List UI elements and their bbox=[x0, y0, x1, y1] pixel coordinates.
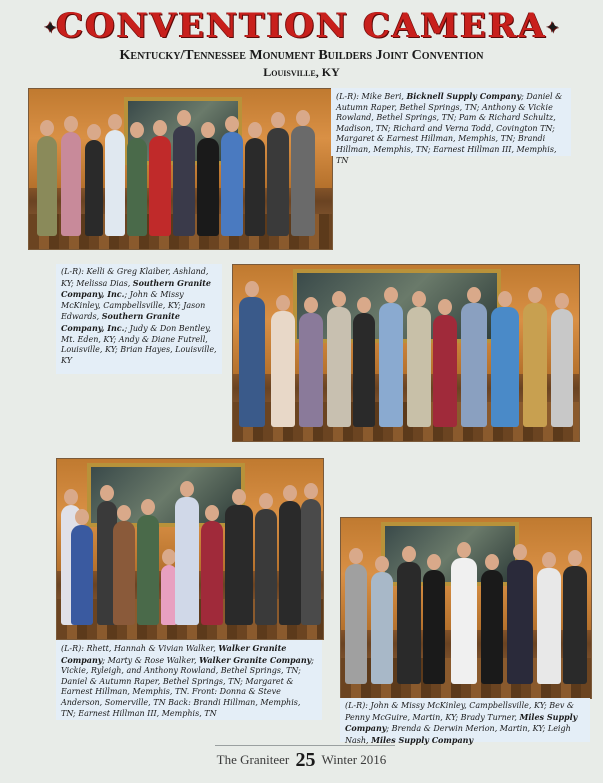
caption-segment: ; Daniel & Autumn Raper, Bethel Springs, TN; Anthony & Vickie Rowland, Bethel Springs, TN; Pam & Richard Schultz, Madison, TN; Richard and Verna Todd, Covington TN; Margaret & Earnest Hillman, Memphis, TN; Brandi Hillman, Memphis, TN; Earnest Hillman III, Memphis, TN bbox=[336, 92, 563, 165]
caption-segment: (L-R): John & Missy McKinley, Campbellsville, KY; Bev & Penny McGuire, Martin, KY; Brady Turner, bbox=[345, 701, 575, 722]
photo-2 bbox=[232, 264, 580, 442]
location: Louisville, KY bbox=[263, 65, 340, 79]
caption-2-text bbox=[61, 267, 217, 365]
caption-3 bbox=[56, 640, 322, 720]
caption-segment: (L-R): Kelli & Greg Klaiber, Ashland, KY; Melissa Dias, bbox=[61, 267, 209, 288]
publication-name: The Graniteer bbox=[216, 752, 290, 767]
photo-4 bbox=[340, 517, 592, 699]
page-number: 25 bbox=[295, 749, 316, 771]
issue-date: Winter 2016 bbox=[321, 752, 387, 767]
company-name: Miles Supply Company bbox=[345, 711, 578, 734]
company-name: Miles Supply Company bbox=[371, 734, 474, 745]
caption-segment: (L-R): Rhett, Hannah & Vivian Walker, bbox=[61, 644, 219, 653]
page-title bbox=[0, 6, 603, 46]
company-name: Southern Granite Company, Inc. bbox=[61, 277, 212, 300]
caption-segment: ; Marty & Rose Walker, bbox=[102, 655, 200, 665]
subtitle: Kentucky/Tennessee Monument Builders Joint Convention bbox=[119, 48, 484, 63]
title-text: CONVENTION CAMERA bbox=[56, 6, 547, 46]
caption-4-text bbox=[345, 701, 577, 745]
company-name: Walker Granite Company bbox=[61, 643, 287, 665]
caption-4 bbox=[340, 698, 590, 745]
footer-divider bbox=[215, 745, 395, 746]
photo-1 bbox=[28, 88, 333, 250]
caption-segment: ; Brenda & Derwin Merion, Martin, KY; Leigh Nash, bbox=[345, 724, 571, 745]
caption-segment: (L-R): Mike Beri, bbox=[336, 92, 407, 101]
caption-1-text bbox=[336, 92, 562, 165]
company-name: Southern Granite Company, Inc. bbox=[61, 311, 180, 333]
caption-segment: ; Vickie, Ryleigh, and Anthony Rowland, Bethel Springs, TN; Daniel & Autumn Raper, Bethel Springs, TN; Margaret & Earnest Hillman, Memphis, TN. Front: Donna & Steve Anderson, Somerville, TN Back: Brandi Hillman, Memphis, TN; Earnest Hillman III, Memphis, TN bbox=[61, 655, 314, 718]
company-name: Bicknell Supply Company bbox=[406, 91, 522, 101]
caption-segment: ; Judy & Don Bentley, Mt. Eden, KY; Andy & Diane Futrell, Louisville, KY; Brian Hayes, Louisville, KY bbox=[61, 323, 217, 365]
company-name: Walker Granite Company bbox=[199, 654, 312, 665]
caption-segment: ; John & Missy McKinley, Campbellsville, KY; Jason Edwards, bbox=[61, 290, 206, 322]
star-icon: ✦ bbox=[44, 20, 57, 36]
page-footer bbox=[0, 749, 603, 772]
caption-1 bbox=[331, 88, 571, 165]
caption-2 bbox=[56, 264, 222, 374]
star-icon: ✦ bbox=[546, 20, 559, 36]
caption-3-text bbox=[61, 644, 314, 718]
photo-3 bbox=[56, 458, 324, 640]
